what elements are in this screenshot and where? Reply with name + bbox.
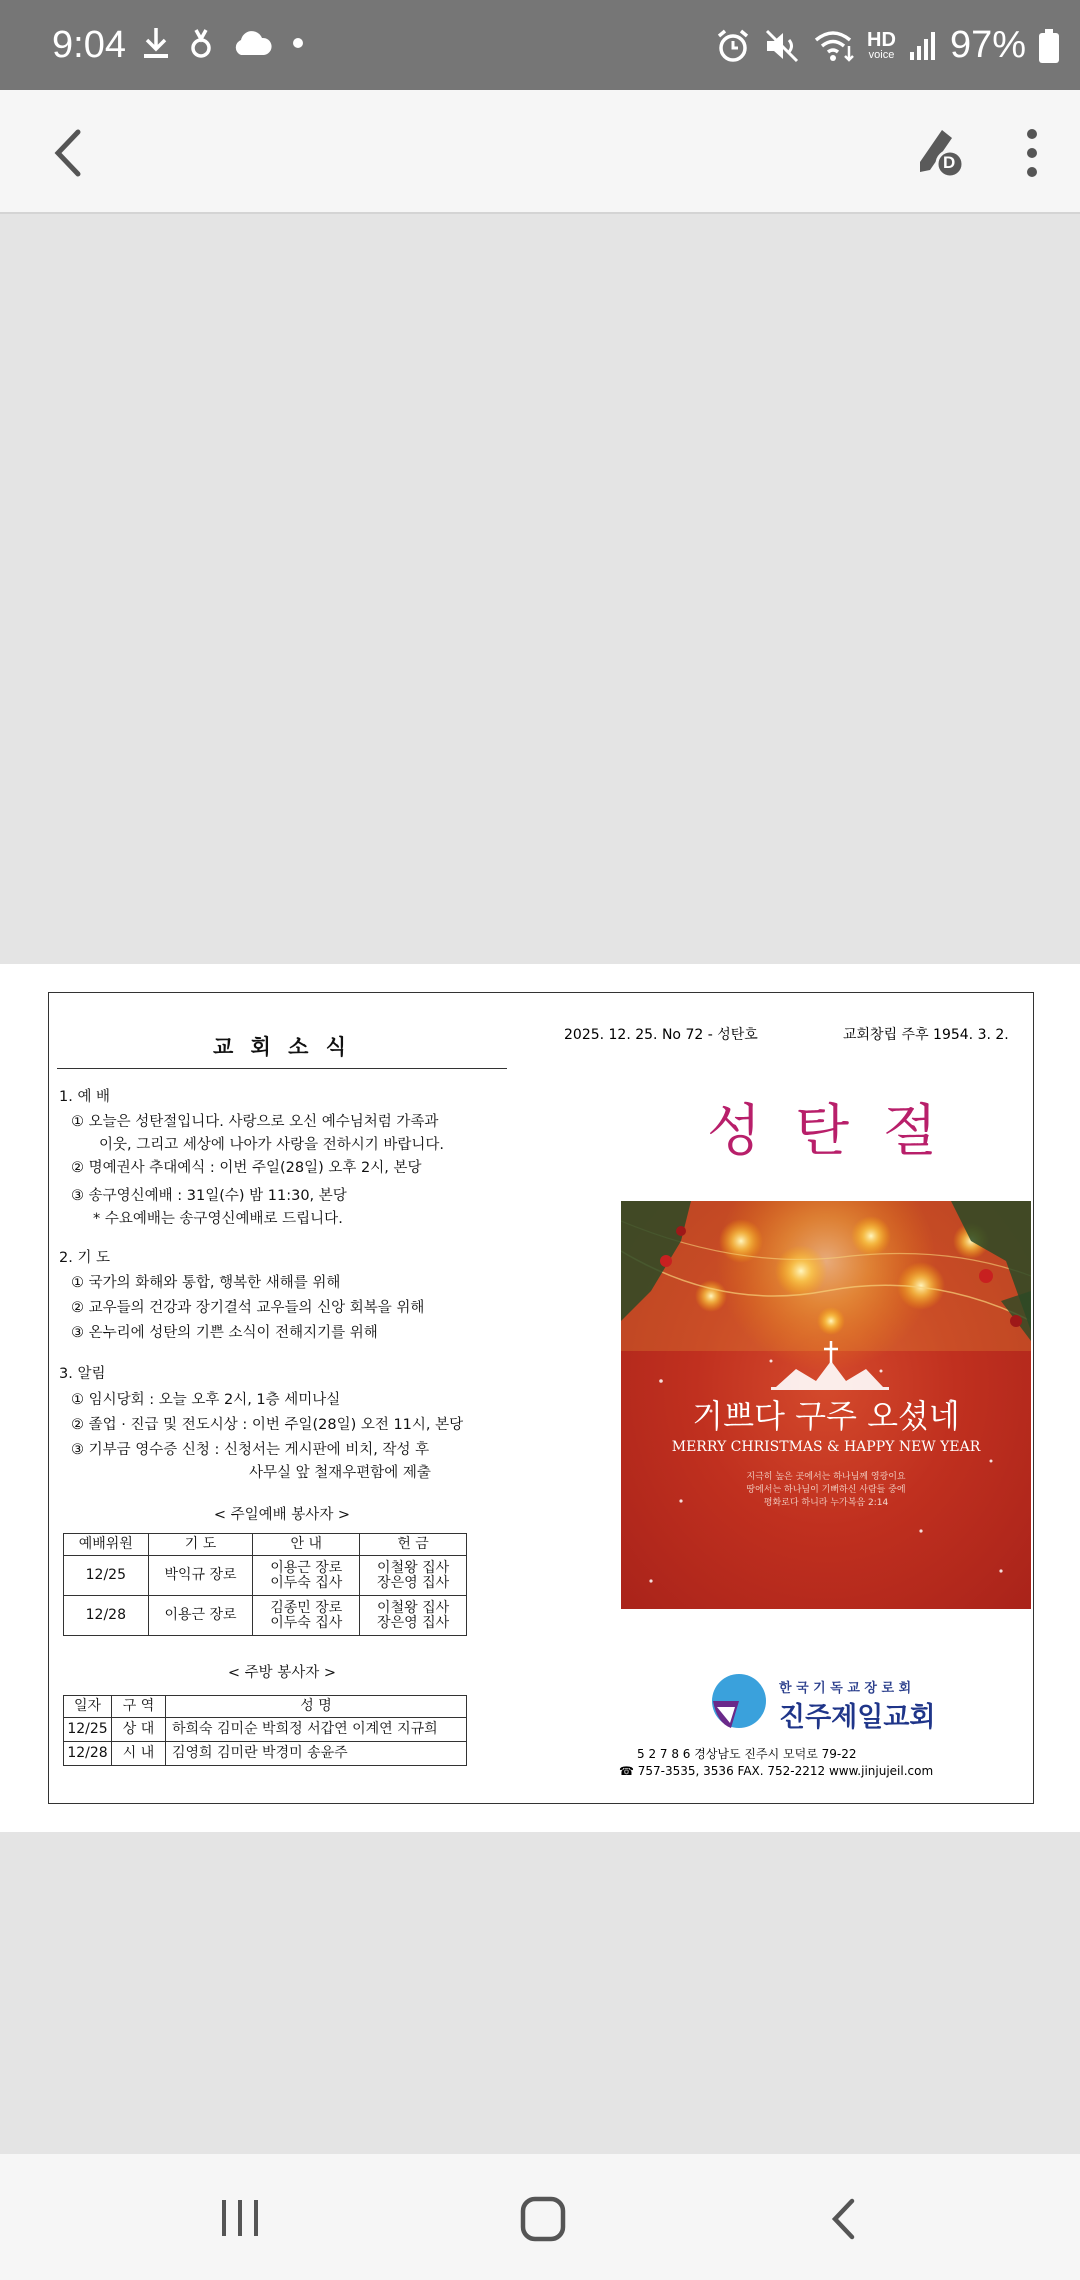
download-icon [142,26,170,60]
table-header-row [64,1534,467,1556]
news-heading: 교 회 소 식 [212,1035,352,1059]
battery-percent: 97% [949,24,1026,66]
church-address: 5 2 7 8 6 경상남도 진주시 모덕로 79-22 [637,1747,857,1761]
founding-date: 교회창립 주후 1954. 3. 2. [843,1027,1009,1043]
worship-item-3: ③ 송구영신예배 : 31일(수) 밤 11:30, 본당 [71,1188,347,1204]
table-header: 안 내 [253,1534,360,1556]
hd-voice-indicator: HD voice [867,29,896,61]
signal-icon [908,30,938,62]
more-vert-icon[interactable] [1020,128,1044,180]
denomination-label: 한 국 기 독 교 장 로 회 [779,1681,912,1696]
status-bar [0,0,1080,90]
poster-verse-2: 땅에서는 하나님이 기뻐하신 사람들 중에 [746,1485,906,1495]
notification-app-icon [190,26,212,60]
table-cell: 12/25 [64,1718,112,1742]
table-cell: 하희숙 김미순 박희정 서갑연 이계연 지규희 [166,1718,467,1742]
poster-headline: 기쁘다 구주 오셨네 [692,1397,960,1435]
table-cell: 이철왕 집사 장은영 집사 [360,1556,467,1596]
table-row [64,1742,467,1766]
church-news-panel [57,993,517,1803]
notice-item-2: ② 졸업 · 진급 및 전도시상 : 이번 주일(28일) 오전 11시, 본당 [71,1417,464,1433]
table-cell: 이용근 장로 [148,1596,253,1636]
dot-icon [292,37,304,49]
table-row [64,1596,467,1636]
heading-rule [57,1068,507,1069]
wifi-icon [813,28,855,64]
worship-item-1-cont: 이웃, 그리고 세상에 나아가 사랑을 전하시기 바랍니다. [99,1137,445,1153]
table-header: 성 명 [166,1696,467,1718]
poster-verse-1: 지극히 높은 곳에서는 하나님께 영광이요 [746,1472,906,1482]
worship-item-1: ① 오늘은 성탄절입니다. 사랑으로 오신 예수님처럼 가족과 [71,1114,439,1130]
table-cell: 김종민 장로 이두숙 집사 [253,1596,360,1636]
cloud-icon [232,29,272,57]
page-frame [48,992,1034,1804]
table-header: 헌 금 [360,1534,467,1556]
back-icon[interactable] [828,2198,858,2240]
kitchen-table-caption: < 주방 봉사자 > [227,1665,337,1681]
battery-icon [1038,28,1060,64]
table-cell: 시 내 [112,1742,166,1766]
table-cell: 이용근 장로 이두숙 집사 [253,1556,360,1596]
notice-item-1: ① 임시당회 : 오늘 오후 2시, 1층 세미나실 [71,1392,341,1408]
table-row [64,1718,467,1742]
table-cell: 12/28 [64,1742,112,1766]
table-header: 예배위원 [64,1534,149,1556]
section-worship-title: 1. 예 배 [59,1089,111,1105]
recent-apps-icon[interactable] [218,2198,262,2238]
section-prayer-title: 2. 기 도 [59,1250,111,1266]
edit-button[interactable] [912,122,966,182]
document-viewer[interactable] [0,214,1080,2154]
back-chevron-icon[interactable] [50,128,84,178]
table-cell: 김영희 김미란 박경미 송윤주 [166,1742,467,1766]
prayer-item-1: ① 국가의 화해와 통합, 행복한 새해를 위해 [71,1275,341,1291]
pen-edit-icon [912,122,966,182]
mute-icon [763,28,801,64]
table-header: 기 도 [148,1534,253,1556]
edit-badge: D [943,153,956,172]
service-volunteer-table [63,1533,467,1636]
home-icon[interactable] [520,2196,566,2242]
system-nav-bar [0,2154,1080,2280]
notice-item-3: ③ 기부금 영수증 신청 : 신청서는 게시판에 비치, 작성 후 [71,1442,430,1458]
table-cell: 12/28 [64,1596,149,1636]
table-cell: 12/25 [64,1556,149,1596]
church-logo [711,1673,767,1729]
kitchen-volunteer-table [63,1695,467,1766]
worship-item-2: ② 명예권사 추대예식 : 이번 주일(28일) 오후 2시, 본당 [71,1160,422,1176]
church-contact: ☎ 757-3535, 3536 FAX. 752-2212 www.jinjujeil.com [619,1764,934,1778]
poster-subtitle: MERRY CHRISTMAS & HAPPY NEW YEAR [671,1439,981,1455]
cover-title: 성 탄 절 [707,1099,945,1164]
table-row [64,1556,467,1596]
table-header: 구 역 [112,1696,166,1718]
table-header: 일자 [64,1696,112,1718]
service-table-caption: < 주일예배 봉사자 > [213,1507,351,1523]
table-cell: 이철왕 집사 장은영 집사 [360,1596,467,1636]
notice-item-3-cont: 사무실 앞 철재우편함에 제출 [249,1465,431,1481]
issue-date: 2025. 12. 25. No 72 - 성탄호 [564,1027,758,1043]
christmas-poster [621,1201,1031,1609]
cover-panel [539,993,1034,1803]
section-notice-title: 3. 알림 [59,1366,106,1382]
viewer-toolbar [0,90,1080,214]
church-name: 진주제일교회 [779,1702,936,1733]
table-cell: 박익규 장로 [148,1556,253,1596]
prayer-item-2: ② 교우들의 건강과 장기결석 교우들의 신앙 회복을 위해 [71,1300,425,1316]
poster-verse-3: 평화로다 하니라 누가복음 2:14 [763,1498,889,1508]
document-page[interactable] [0,964,1080,1832]
status-time: 9:04 [52,24,126,66]
table-cell: 상 대 [112,1718,166,1742]
prayer-item-3: ③ 온누리에 성탄의 기쁜 소식이 전해지기를 위해 [71,1325,378,1341]
alarm-icon [715,28,751,64]
table-header-row [64,1696,467,1718]
worship-item-3-note: * 수요예배는 송구영신예배로 드립니다. [93,1211,343,1227]
